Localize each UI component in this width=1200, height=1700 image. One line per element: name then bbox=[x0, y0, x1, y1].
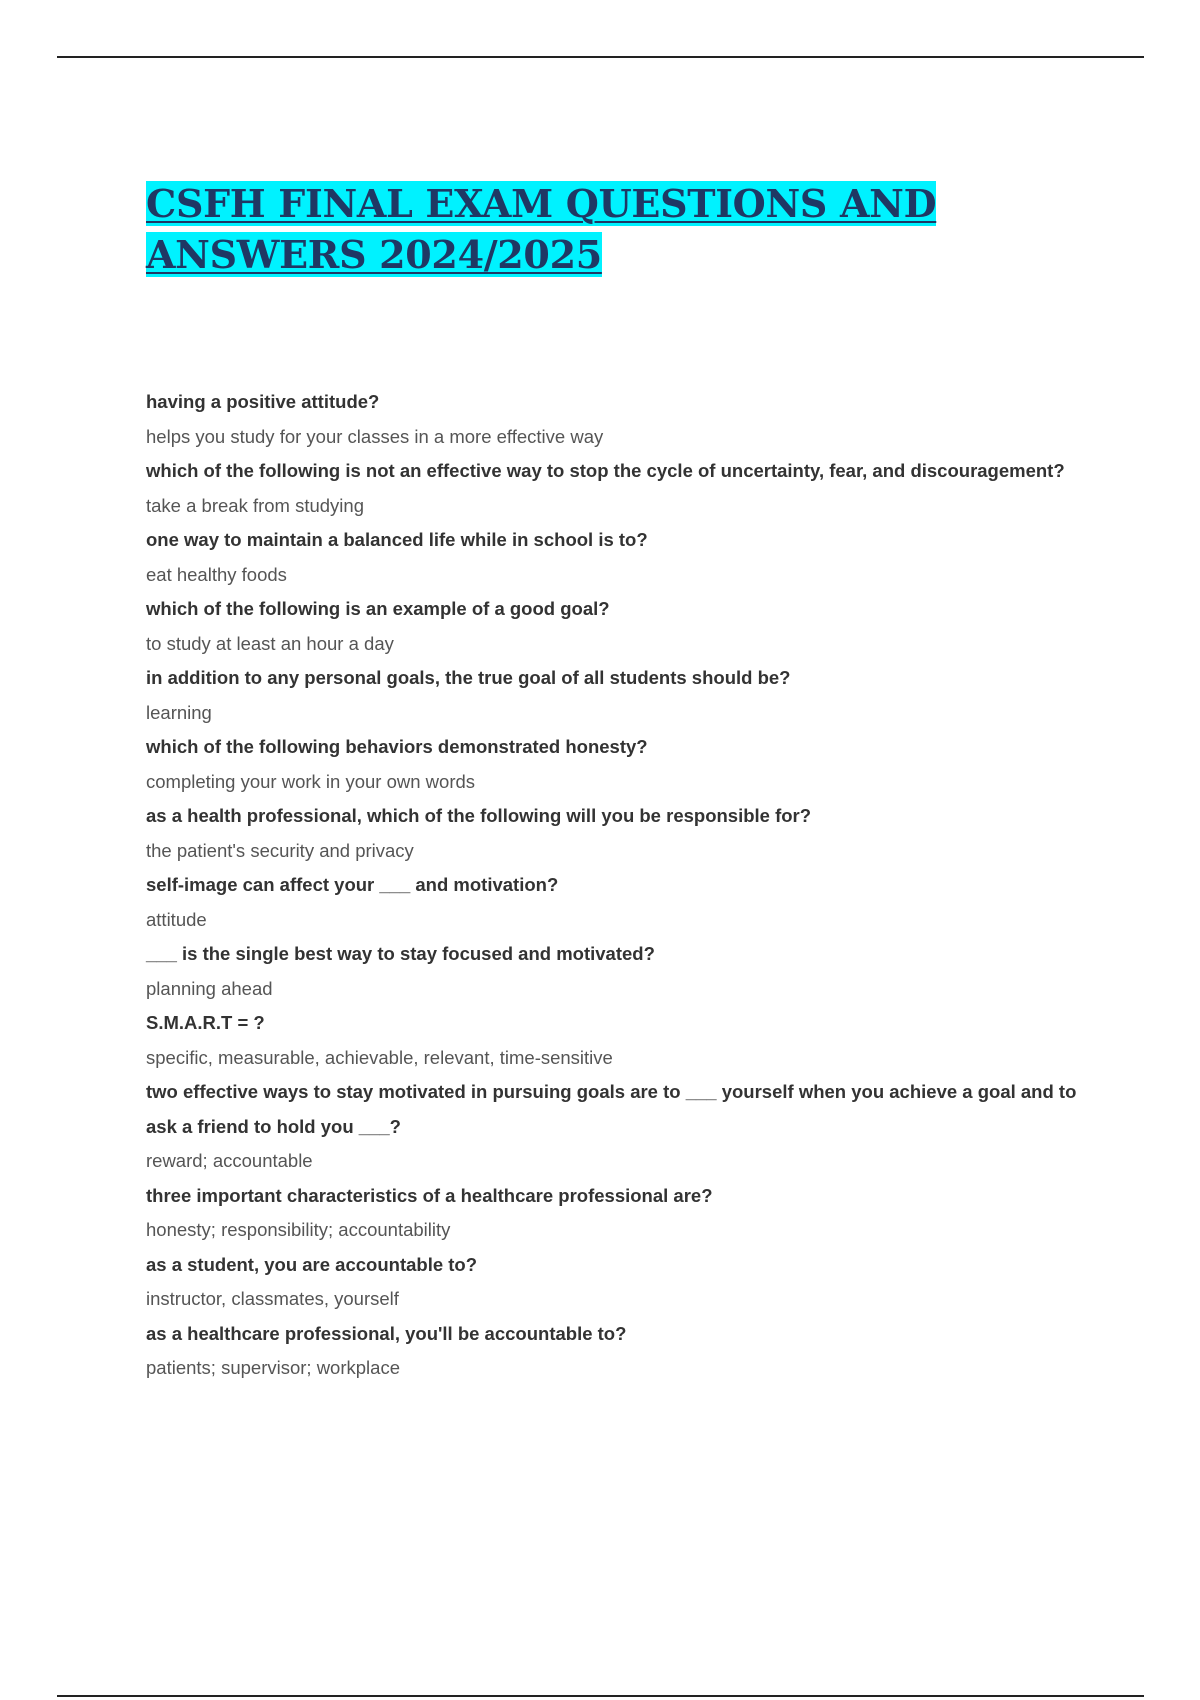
qa-item bbox=[146, 799, 1086, 868]
question-text: ___ is the single best way to stay focused and motivated? bbox=[146, 943, 655, 964]
document-title-text: CSFH FINAL EXAM QUESTIONS AND ANSWERS 2024/2025 bbox=[146, 181, 937, 277]
question-text: as a healthcare professional, you'll be accountable to? bbox=[146, 1322, 627, 1344]
answer-text: patients; supervisor; workplace bbox=[146, 1357, 400, 1378]
answer-text: learning bbox=[146, 701, 212, 723]
question-text: as a health professional, which of the following will you be responsible for? bbox=[146, 805, 812, 826]
answer-text: completing your work in your own words bbox=[146, 770, 476, 792]
answer-text: specific, measurable, achievable, relevant, time-sensitive bbox=[146, 1046, 613, 1068]
qa-item bbox=[146, 1248, 1086, 1317]
question-text: which of the following is not an effective way to stop the cycle of uncertainty, fear, and discouragement? bbox=[146, 460, 1065, 481]
question-text: having a positive attitude? bbox=[146, 391, 380, 412]
footer-rule bbox=[57, 1695, 1144, 1697]
qa-item bbox=[146, 523, 1086, 592]
answer-text: eat healthy foods bbox=[146, 563, 287, 585]
question-text: two effective ways to stay motivated in pursuing goals are to ___ yourself when you achieve a goal and to ask a friend to hold you ___? bbox=[146, 1081, 1077, 1137]
answer-text: instructor, classmates, yourself bbox=[146, 1288, 399, 1309]
answer-text: planning ahead bbox=[146, 977, 273, 999]
qa-item bbox=[146, 592, 1086, 661]
qa-item bbox=[146, 1075, 1086, 1179]
qa-item bbox=[146, 868, 1086, 937]
answer-text: reward; accountable bbox=[146, 1150, 313, 1171]
question-text: one way to maintain a balanced life while in school is to? bbox=[146, 529, 648, 550]
question-text: three important characteristics of a healthcare professional are? bbox=[146, 1184, 713, 1206]
qa-item bbox=[146, 730, 1086, 799]
question-text: self-image can affect your ___ and motivation? bbox=[146, 874, 559, 895]
qa-item bbox=[146, 661, 1086, 730]
qa-item bbox=[146, 385, 1086, 454]
answer-text: helps you study for your classes in a more effective way bbox=[146, 425, 604, 447]
question-text: as a student, you are accountable to? bbox=[146, 1253, 478, 1275]
document-body bbox=[146, 178, 1086, 1378]
question-text: which of the following is an example of a good goal? bbox=[146, 598, 610, 619]
question-text: in addition to any personal goals, the true goal of all students should be? bbox=[146, 667, 791, 688]
header-rule bbox=[57, 56, 1144, 58]
answer-text: attitude bbox=[146, 908, 207, 930]
answer-text: the patient's security and privacy bbox=[146, 839, 414, 861]
answer-text: honesty; responsibility; accountability bbox=[146, 1219, 451, 1240]
qa-item bbox=[146, 1179, 1086, 1248]
qa-item bbox=[146, 454, 1086, 523]
qa-item bbox=[146, 1006, 1086, 1075]
qa-item bbox=[146, 937, 1086, 1006]
question-text: which of the following behaviors demonstrated honesty? bbox=[146, 736, 648, 757]
qa-list bbox=[146, 385, 1086, 1386]
answer-text: take a break from studying bbox=[146, 494, 364, 516]
document-title bbox=[146, 178, 1086, 280]
qa-item bbox=[146, 1317, 1086, 1386]
answer-text: to study at least an hour a day bbox=[146, 632, 394, 654]
question-text: S.M.A.R.T = ? bbox=[146, 1012, 265, 1033]
